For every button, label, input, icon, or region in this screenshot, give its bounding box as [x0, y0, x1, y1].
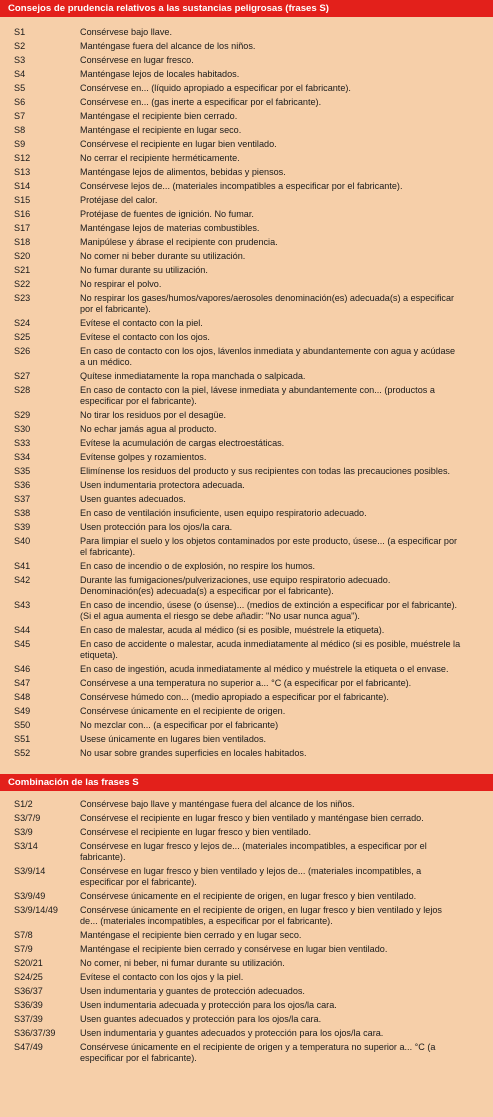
phrase-text: Para limpiar el suelo y los objetos contaminados por este producto, úsese... (a especificar por el fabricante). [80, 535, 458, 557]
phrase-text: Usen indumentaria protectora adecuada. [80, 479, 245, 490]
phrase-text: No echar jamás agua al producto. [80, 423, 217, 434]
phrase-text: Consérvese lejos de... (materiales incompatibles a especificar por el fabricante). [80, 180, 403, 191]
phrase-text: Manténgase lejos de materias combustibles. [80, 222, 260, 233]
phrase-text: Usen indumentaria y guantes de protección adecuados. [80, 986, 305, 997]
phrase-text: En caso de ingestión, acuda inmediatamente al médico y muéstrele la etiqueta o el envase. [80, 664, 449, 675]
table-row [14, 41, 485, 52]
table-row [14, 195, 485, 206]
phrase-text: En caso de incendio, úsese (o úsense)... (medios de extinción a especificar por el fabricante). (Si el agua aumenta el riesgo se debe añadir: "No usar nunca agua"). [80, 599, 458, 621]
table-row [14, 706, 485, 717]
phrase-code: S25 [14, 331, 31, 342]
phrase-text: En caso de ventilación insuficiente, usen equipo respiratorio adecuado. [80, 507, 367, 518]
phrase-code: S21 [14, 264, 31, 275]
phrase-code: S47/49 [14, 1041, 43, 1052]
table-row [14, 410, 485, 421]
phrase-code: S46 [14, 664, 31, 675]
phrase-code: S42 [14, 574, 31, 585]
phrase-code: S28 [14, 384, 31, 395]
table-row [14, 265, 485, 276]
table-row [14, 55, 485, 66]
table-row [14, 536, 485, 558]
phrase-text: En caso de contacto con los ojos, lávenlos inmediata y abundantemente con agua y acúdase a un médico. [80, 345, 456, 367]
phrase-code: S18 [14, 236, 31, 247]
phrase-code: S40 [14, 535, 31, 546]
phrase-code: S7/8 [14, 930, 33, 941]
phrase-code: S20/21 [14, 958, 43, 969]
phrase-code: S36/39 [14, 1000, 43, 1011]
phrase-code: S38 [14, 507, 31, 518]
phrase-text: No usar sobre grandes superficies en locales habitados. [80, 747, 307, 758]
table-row [14, 181, 485, 192]
table-row [14, 223, 485, 234]
table-row [14, 438, 485, 449]
phrase-text: Consérvese en... (líquido apropiado a especificar por el fabricante). [80, 82, 351, 93]
phrase-text: Protéjase de fuentes de ignición. No fumar. [80, 208, 254, 219]
table-row [14, 251, 485, 262]
phrase-code: S48 [14, 692, 31, 702]
table-row [14, 972, 485, 983]
table-row [14, 664, 485, 675]
phrase-code: S45 [14, 638, 31, 649]
phrase-text: Consérvese bajo llave y manténgase fuera del alcance de los niños. [80, 798, 355, 809]
phrase-code: S3/9 [14, 826, 33, 837]
phrase-code: S20 [14, 250, 31, 261]
phrase-text: No comer, ni beber, ni fumar durante su utilización. [80, 958, 285, 969]
table-row [14, 466, 485, 477]
phrase-text: Manténgase fuera del alcance de los niños. [80, 40, 256, 51]
table-row [14, 371, 485, 382]
table-row [14, 625, 485, 636]
phrase-text: Consérvese el recipiente en lugar bien ventilado. [80, 138, 277, 149]
phrase-text: En caso de contacto con la piel, lávese inmediata y abundantemente con... (productos a especificar por el fabricante). [80, 384, 435, 406]
phrase-code: S1 [14, 27, 26, 37]
phrase-code: S43 [14, 599, 31, 610]
phrase-text: Consérvese el recipiente en lugar fresco y bien ventilado y manténgase bien cerrado. [80, 812, 424, 823]
table-row [14, 639, 485, 661]
phrase-text: No mezclar con... (a especificar por el fabricante) [80, 719, 279, 730]
table-row [14, 293, 485, 315]
phrase-code: S1/2 [14, 798, 33, 809]
table-row [14, 813, 485, 824]
phrase-code: S7/9 [14, 944, 33, 955]
phrase-code: S49 [14, 705, 31, 716]
table-row [14, 841, 485, 863]
table-row [14, 944, 485, 955]
section-gap [4, 762, 489, 774]
phrase-code: S33 [14, 437, 31, 448]
phrase-code: S36/37 [14, 986, 43, 997]
phrase-code: S44 [14, 624, 31, 635]
phrase-text: Protéjase del calor. [80, 194, 158, 205]
table-row [14, 522, 485, 533]
section-title-s-phrases: Consejos de prudencia relativos a las sustancias peligrosas (frases S) [0, 0, 493, 17]
phrase-code: S5 [14, 82, 26, 93]
phrase-text: Usen guantes adecuados y protección para los ojos/la cara. [80, 1014, 322, 1024]
phrase-code: S24/25 [14, 972, 43, 983]
table-row [14, 866, 485, 888]
table-row [14, 111, 485, 122]
phrase-code: S3/9/49 [14, 891, 46, 902]
phrase-text: Consérvese únicamente en el recipiente de origen y a temperatura no superior a... °C (a especificar por el fabricante). [80, 1041, 436, 1064]
phrase-code: S15 [14, 194, 31, 205]
table-row [14, 692, 485, 703]
phrase-code: S23 [14, 292, 31, 303]
phrase-code: S16 [14, 208, 31, 219]
table-row [14, 561, 485, 572]
phrase-code: S3/9/14 [14, 865, 46, 876]
phrase-text: Manténgase lejos de alimentos, bebidas y piensos. [80, 166, 286, 177]
phrase-text: En caso de accidente o malestar, acuda inmediatamente al médico (si es posible, muéstrele la etiqueta). [80, 638, 461, 661]
phrase-text: No tirar los residuos por el desagüe. [80, 409, 227, 420]
table-row [14, 1042, 485, 1064]
phrase-code: S6 [14, 96, 26, 107]
phrase-text: Manipúlese y ábrase el recipiente con prudencia. [80, 236, 278, 247]
phrase-code: S9 [14, 138, 26, 149]
phrase-text: Durante las fumigaciones/pulverizaciones, use equipo respiratorio adecuado. Denominación(es) adecuada(s) a especificar por el fabricante). [80, 574, 391, 596]
table-row [14, 1000, 485, 1011]
phrase-text: Manténgase lejos de locales habitados. [80, 68, 240, 79]
phrase-code: S7 [14, 110, 26, 121]
table-row [14, 318, 485, 329]
phrase-text: Consérvese a una temperatura no superior a... °C (a especificar por el fabricante). [80, 678, 412, 689]
phrase-text: En caso de malestar, acuda al médico (si es posible, muéstrele la etiqueta). [80, 624, 385, 635]
phrase-code: S52 [14, 747, 31, 758]
phrase-code: S36 [14, 479, 31, 490]
phrase-text: Consérvese húmedo con... (medio apropiado a especificar por el fabricante). [80, 692, 389, 702]
phrase-code: S3/14 [14, 840, 38, 851]
phrase-text: Evítense golpes y rozamientos. [80, 451, 207, 462]
phrase-text: No respirar el polvo. [80, 278, 162, 289]
table-row [14, 125, 485, 136]
phrase-text: Manténgase el recipiente bien cerrado y consérvese en lugar bien ventilado. [80, 944, 388, 955]
phrase-code: S37 [14, 493, 31, 504]
phrase-text: Usen protección para los ojos/la cara. [80, 521, 233, 532]
phrase-code: S22 [14, 278, 31, 289]
phrase-code: S8 [14, 124, 26, 135]
table-row [14, 209, 485, 220]
phrase-text: Consérvese en lugar fresco y bien ventilado y lejos de... (materiales incompatibles, a especificar por el fabricante). [80, 865, 422, 888]
phrase-code: S4 [14, 68, 26, 79]
phrase-code: S24 [14, 317, 31, 328]
s-combinations-list [4, 791, 489, 1064]
table-row [14, 332, 485, 343]
phrase-code: S35 [14, 465, 31, 476]
phrase-text: Consérvese en... (gas inerte a especificar por el fabricante). [80, 96, 322, 107]
phrase-text: Consérvese únicamente en el recipiente de origen, en lugar fresco y bien ventilado. [80, 891, 417, 902]
phrase-code: S34 [14, 451, 31, 462]
phrase-code: S2 [14, 40, 26, 51]
table-row [14, 153, 485, 164]
table-row [14, 139, 485, 150]
phrase-text: Manténgase el recipiente bien cerrado y en lugar seco. [80, 930, 302, 941]
phrase-code: S37/39 [14, 1014, 43, 1024]
table-row [14, 27, 485, 38]
phrase-text: Usen indumentaria y guantes adecuados y protección para los ojos/la cara. [80, 1027, 384, 1038]
table-row [14, 905, 485, 927]
phrase-code: S39 [14, 521, 31, 532]
s-phrases-list [4, 17, 489, 759]
table-row [14, 678, 485, 689]
phrase-text: En caso de incendio o de explosión, no respire los humos. [80, 560, 316, 571]
table-row [14, 167, 485, 178]
phrase-code: S26 [14, 345, 31, 356]
phrase-code: S3/7/9 [14, 812, 41, 823]
table-row [14, 69, 485, 80]
phrase-code: S36/37/39 [14, 1027, 56, 1038]
phrase-text: Usen indumentaria adecuada y protección para los ojos/la cara. [80, 1000, 337, 1011]
table-row [14, 930, 485, 941]
phrase-text: Evítese el contacto con la piel. [80, 317, 203, 328]
phrase-text: Consérvese en lugar fresco y lejos de... (materiales incompatibles, a especificar por el fabricante). [80, 840, 427, 862]
phrase-code: S3/9/14/49 [14, 905, 58, 916]
phrase-code: S3 [14, 54, 26, 65]
phrase-code: S30 [14, 423, 31, 434]
table-row [14, 83, 485, 94]
table-row [14, 720, 485, 731]
phrase-text: Usese únicamente en lugares bien ventilados. [80, 733, 267, 744]
phrase-text: No respirar los gases/humos/vapores/aerosoles denominación(es) adecuada(s) a especificar por el fabricante). [80, 292, 455, 314]
table-row [14, 799, 485, 810]
phrase-code: S29 [14, 409, 31, 420]
table-row [14, 424, 485, 435]
table-row [14, 958, 485, 969]
phrase-text: No cerrar el recipiente herméticamente. [80, 152, 240, 163]
phrase-text: Consérvese el recipiente en lugar fresco y bien ventilado. [80, 826, 312, 837]
table-row [14, 385, 485, 407]
table-row [14, 600, 485, 622]
phrase-text: Consérvese en lugar fresco. [80, 54, 194, 65]
phrase-text: Manténgase el recipiente bien cerrado. [80, 110, 238, 121]
table-row [14, 575, 485, 597]
table-row [14, 827, 485, 838]
table-row [14, 508, 485, 519]
phrase-code: S13 [14, 166, 31, 177]
phrase-text: Evítese la acumulación de cargas electroestáticas. [80, 437, 285, 448]
table-row [14, 97, 485, 108]
phrase-text: Evítese el contacto con los ojos. [80, 331, 210, 342]
phrase-code: S14 [14, 180, 31, 191]
table-row [14, 1014, 485, 1025]
phrase-text: Elimínense los residuos del producto y sus recipientes con todas las precauciones posibles. [80, 465, 451, 476]
table-row [14, 452, 485, 463]
section-title-combinations: Combinación de las frases S [0, 774, 493, 791]
phrase-code: S47 [14, 678, 31, 689]
table-row [14, 1028, 485, 1039]
table-row [14, 480, 485, 491]
phrase-code: S51 [14, 733, 31, 744]
table-row [14, 346, 485, 368]
table-row [14, 237, 485, 248]
phrase-text: No fumar durante su utilización. [80, 264, 208, 275]
table-row [14, 748, 485, 759]
table-row [14, 891, 485, 902]
phrase-code: S12 [14, 152, 31, 163]
phrase-text: Usen guantes adecuados. [80, 493, 186, 504]
phrase-code: S50 [14, 719, 31, 730]
table-row [14, 734, 485, 745]
phrase-text: Consérvese bajo llave. [80, 27, 172, 37]
phrase-text: Quítese inmediatamente la ropa manchada o salpicada. [80, 370, 306, 381]
table-row [14, 986, 485, 997]
table-row [14, 279, 485, 290]
phrase-text: No comer ni beber durante su utilización. [80, 250, 246, 261]
phrase-text: Evítese el contacto con los ojos y la piel. [80, 972, 244, 983]
phrase-text: Consérvese únicamente en el recipiente de origen, en lugar fresco y bien ventilado y lejos de... (materiales incompatibles, a especificar por el fabricante). [80, 905, 442, 927]
phrase-code: S41 [14, 560, 31, 571]
phrase-text: Manténgase el recipiente en lugar seco. [80, 124, 242, 135]
phrase-code: S27 [14, 370, 31, 381]
phrase-code: S17 [14, 222, 31, 233]
table-row [14, 494, 485, 505]
phrase-text: Consérvese únicamente en el recipiente de origen. [80, 705, 286, 716]
